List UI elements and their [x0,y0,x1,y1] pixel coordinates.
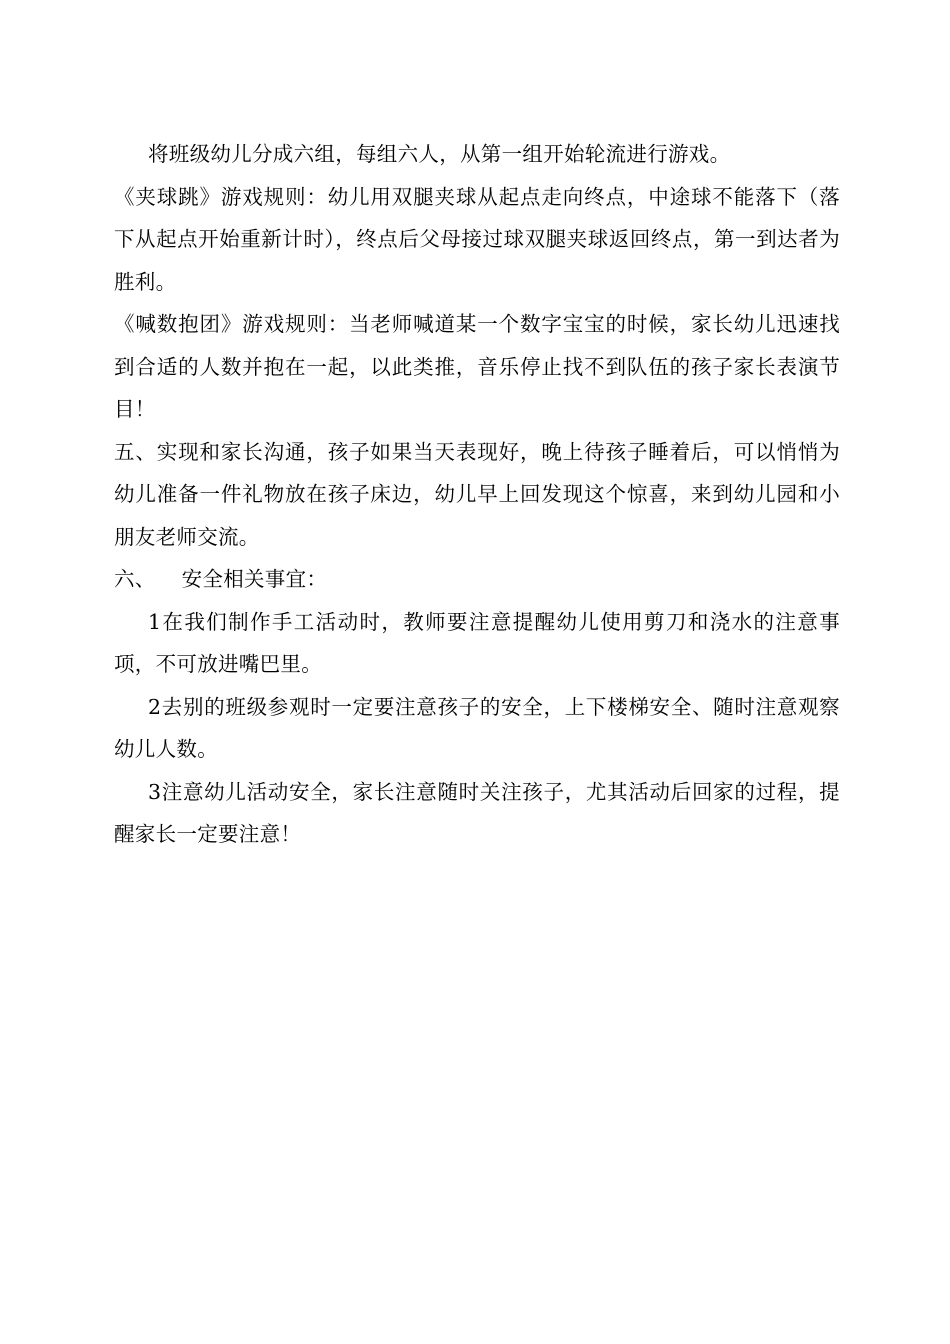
section-six-number: 六、 [114,567,156,591]
paragraph-safety-item-1: 1在我们制作手工活动时，教师要注意提醒幼儿使用剪刀和浇水的注意事项，不可放进嘴巴里。 [114,609,840,676]
paragraph-safety-item-2: 2去别的班级参观时一定要注意孩子的安全，上下楼梯安全、随时注意观察幼儿人数。 [114,694,840,761]
document-body [114,133,840,856]
paragraph-ball-jump-rules: 《夹球跳》游戏规则：幼儿用双腿夹球从起点走向终点，中途球不能落下（落下从起点开始重新计时），终点后父母接过球双腿夹球返回终点，第一到达者为胜利。 [114,184,840,294]
paragraph-safety-item-3: 3注意幼儿活动安全，家长注意随时关注孩子，尤其活动后回家的过程，提醒家长一定要注意！ [114,779,840,846]
paragraph-grouping: 将班级幼儿分成六组，每组六人，从第一组开始轮流进行游戏。 [148,142,731,166]
section-six-heading [114,558,840,601]
paragraph-number-hug-rules: 《喊数抱团》游戏规则：当老师喊道某一个数字宝宝的时候，家长幼儿迅速找到合适的人数并抱在一起，以此类推，音乐停止找不到队伍的孩子家长表演节目！ [114,312,840,421]
paragraph-section-five: 五、实现和家长沟通，孩子如果当天表现好，晚上待孩子睡着后，可以悄悄为幼儿准备一件礼物放在孩子床边，幼儿早上回发现这个惊喜，来到幼儿园和小朋友老师交流。 [114,439,840,549]
section-six-title: 安全相关事宜： [181,567,328,591]
